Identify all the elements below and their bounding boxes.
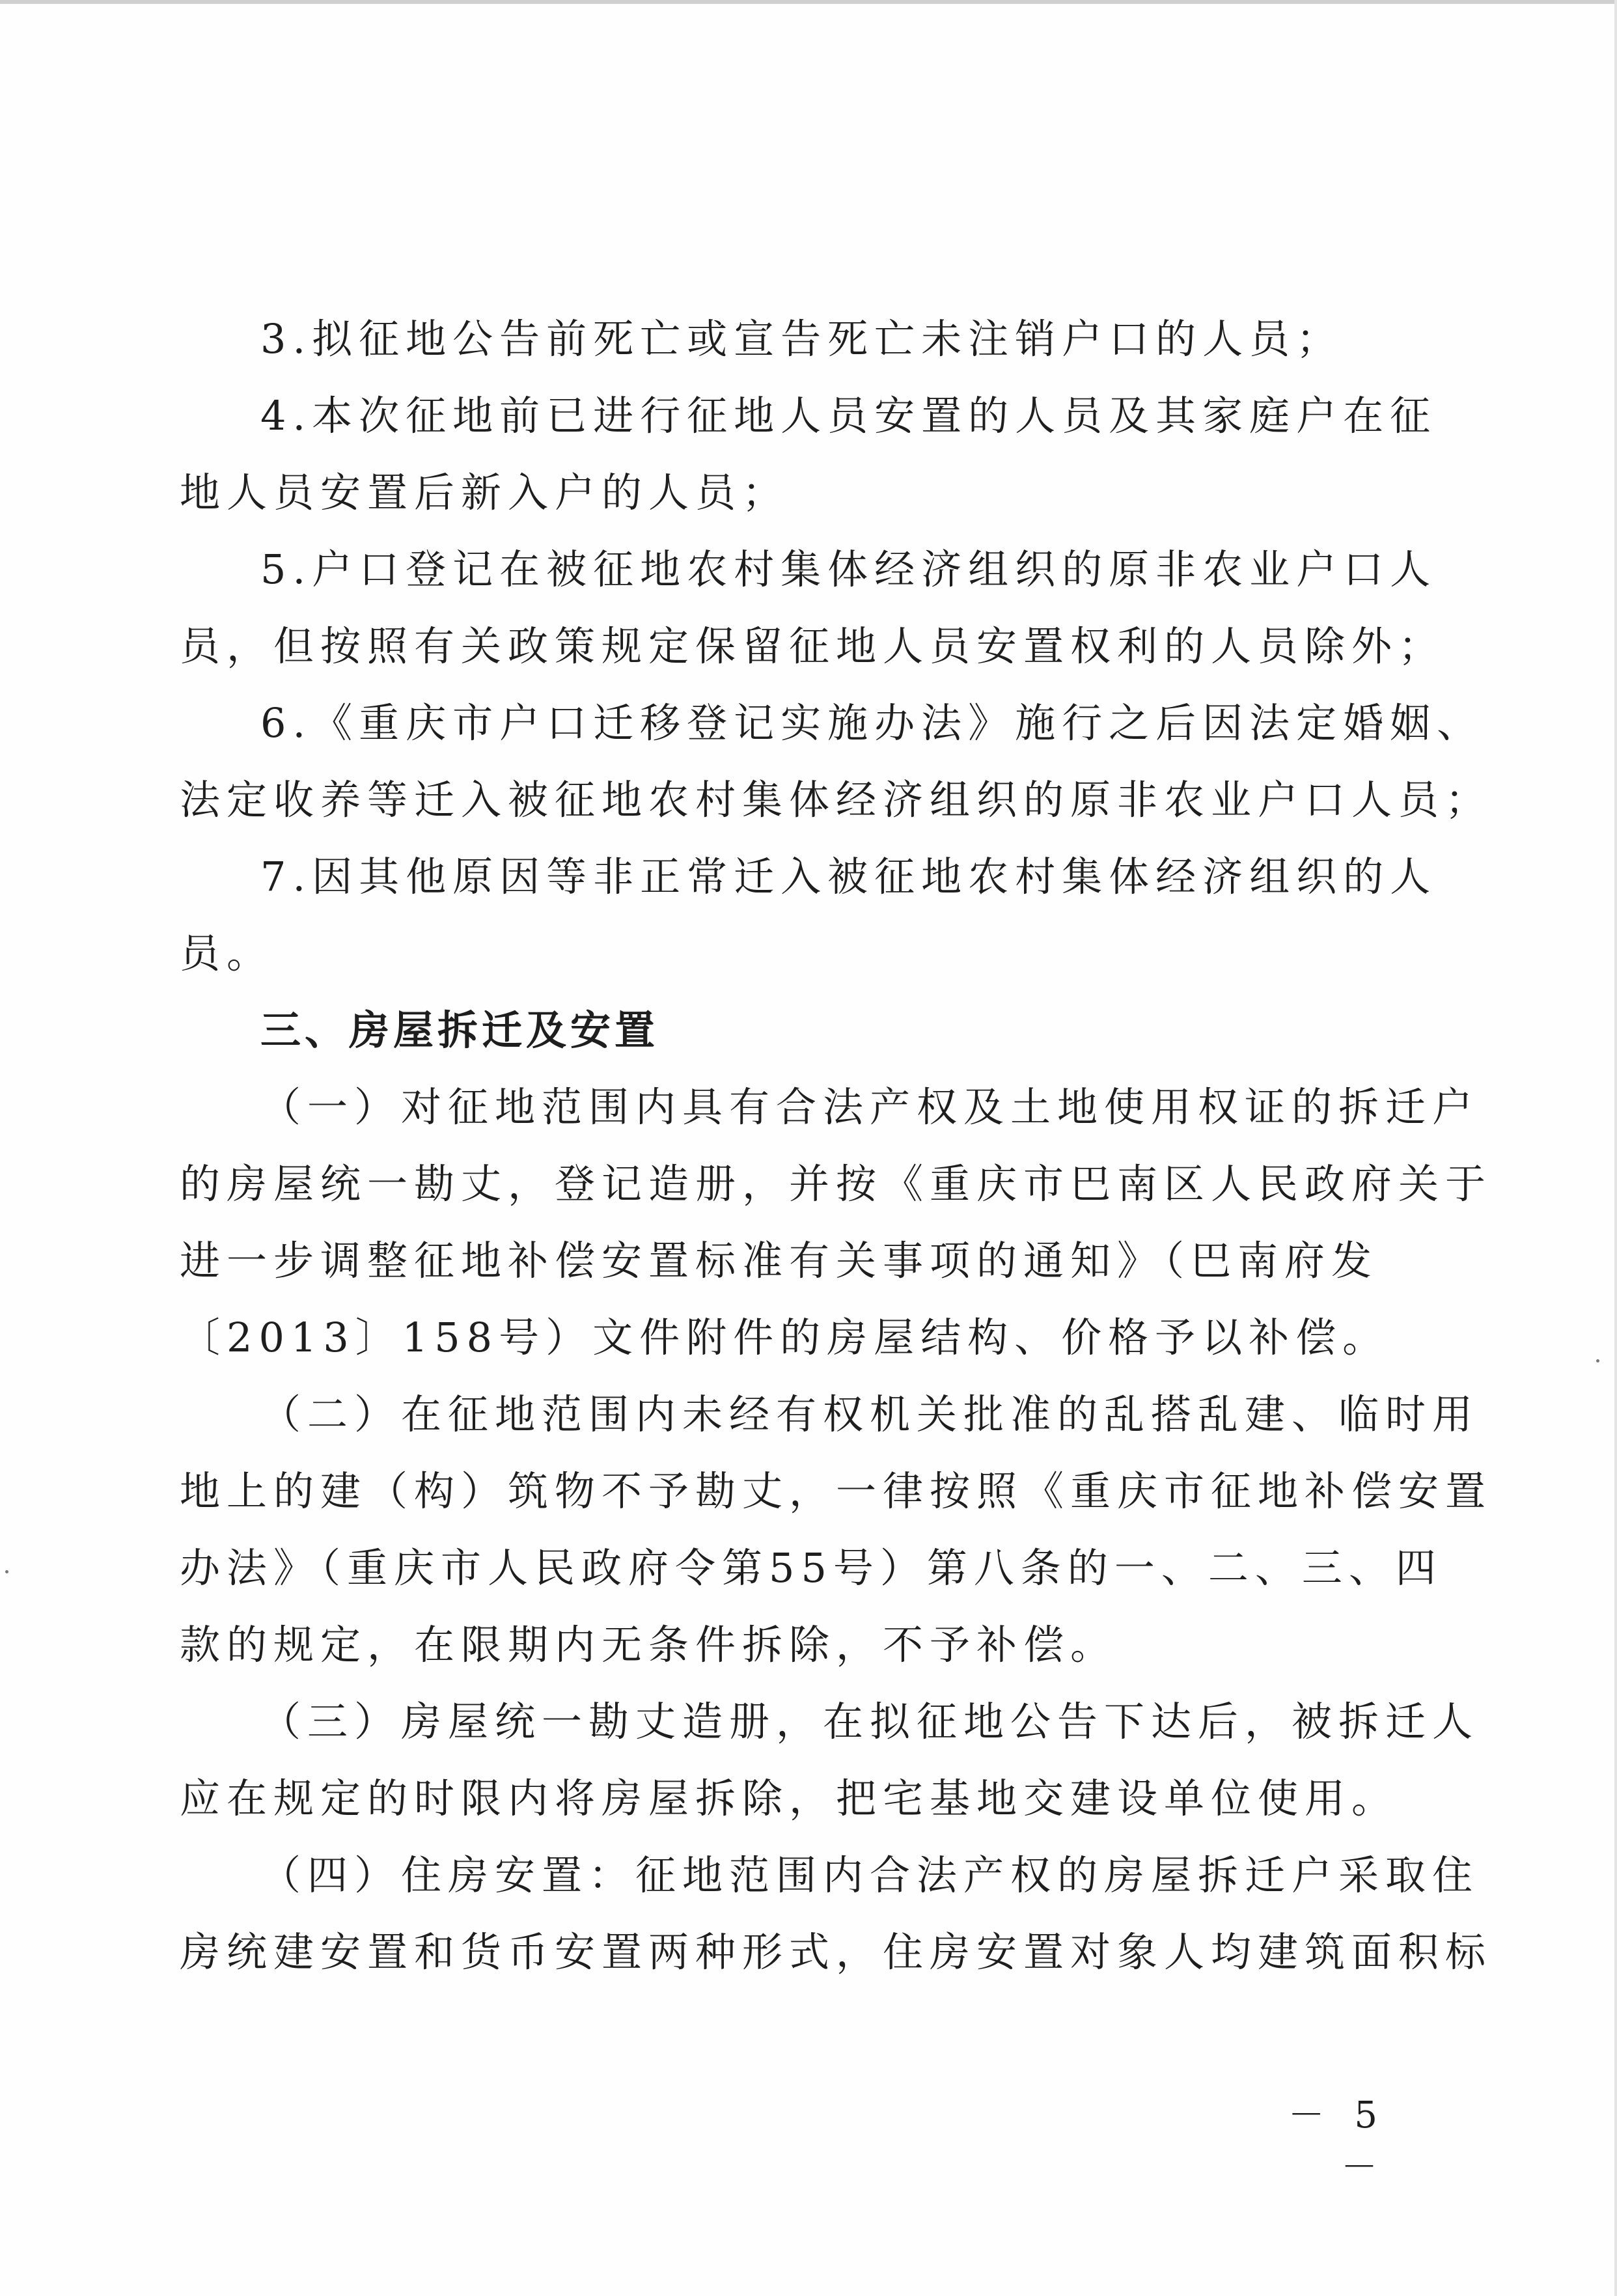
- page-number: － 5 －: [1288, 2094, 1387, 2189]
- list-item-6-continued: 法定收养等迁入被征地农村集体经济组织的原非农业户口人员；: [180, 776, 1493, 823]
- list-item-6: 6.《重庆市户口迁移登记实施办法》施行之后因法定婚姻、: [260, 699, 1484, 747]
- paragraph-2: （二）在征地范围内未经有权机关批准的乱搭乱建、临时用: [260, 1390, 1480, 1438]
- paragraph-1: （一）对征地范围内具有合法产权及土地使用权证的拆迁户: [260, 1083, 1480, 1131]
- paragraph-2-line-3: 办法》（重庆市人民政府令第55号）第八条的一、二、三、四: [180, 1544, 1443, 1592]
- scan-speck: [5, 1570, 8, 1573]
- paragraph-4-line-2: 房统建安置和货币安置两种形式，住房安置对象人均建筑面积标: [180, 1928, 1493, 1976]
- paragraph-3: （三）房屋统一勘丈造册，在拟征地公告下达后，被拆迁人: [260, 1698, 1480, 1745]
- list-item-5: 5.户口登记在被征地农村集体经济组织的原非农业户口人: [260, 546, 1437, 593]
- paragraph-4: （四）住房安置：征地范围内合法产权的房屋拆迁户采取住: [260, 1851, 1480, 1899]
- paragraph-1-line-2: 的房屋统一勘丈，登记造册，并按《重庆市巴南区人民政府关于: [180, 1160, 1493, 1208]
- paragraph-2-line-4: 款的规定，在限期内无条件拆除，不予补偿。: [180, 1621, 1118, 1668]
- scan-edge-top: [0, 0, 1617, 4]
- list-item-3: 3.拟征地公告前死亡或宣告死亡未注销户口的人员；: [260, 315, 1344, 363]
- section-heading: 三、房屋拆迁及安置: [260, 1006, 659, 1054]
- paragraph-3-line-2: 应在规定的时限内将房屋拆除，把宅基地交建设单位使用。: [180, 1775, 1399, 1822]
- scan-speck: [1596, 1359, 1599, 1362]
- paragraph-1-line-3: 进一步调整征地补偿安置标准有关事项的通知》（巴南府发: [180, 1237, 1379, 1284]
- paragraph-2-line-2: 地上的建（构）筑物不予勘丈，一律按照《重庆市征地补偿安置: [180, 1467, 1493, 1515]
- list-item-7-continued: 员。: [180, 930, 274, 977]
- list-item-4: 4.本次征地前已进行征地人员安置的人员及其家庭户在征: [260, 392, 1437, 439]
- list-item-5-continued: 员，但按照有关政策规定保留征地人员安置权利的人员除外；: [180, 622, 1446, 670]
- body-text: [180, 301, 1493, 1991]
- scan-edge-right: [1614, 0, 1617, 2296]
- list-item-7: 7.因其他原因等非正常迁入被征地农村集体经济组织的人: [260, 853, 1437, 900]
- paragraph-1-line-4: 〔2013〕158号）文件附件的房屋结构、价格予以补偿。: [180, 1314, 1390, 1361]
- list-item-4-continued: 地人员安置后新入户的人员；: [180, 469, 790, 516]
